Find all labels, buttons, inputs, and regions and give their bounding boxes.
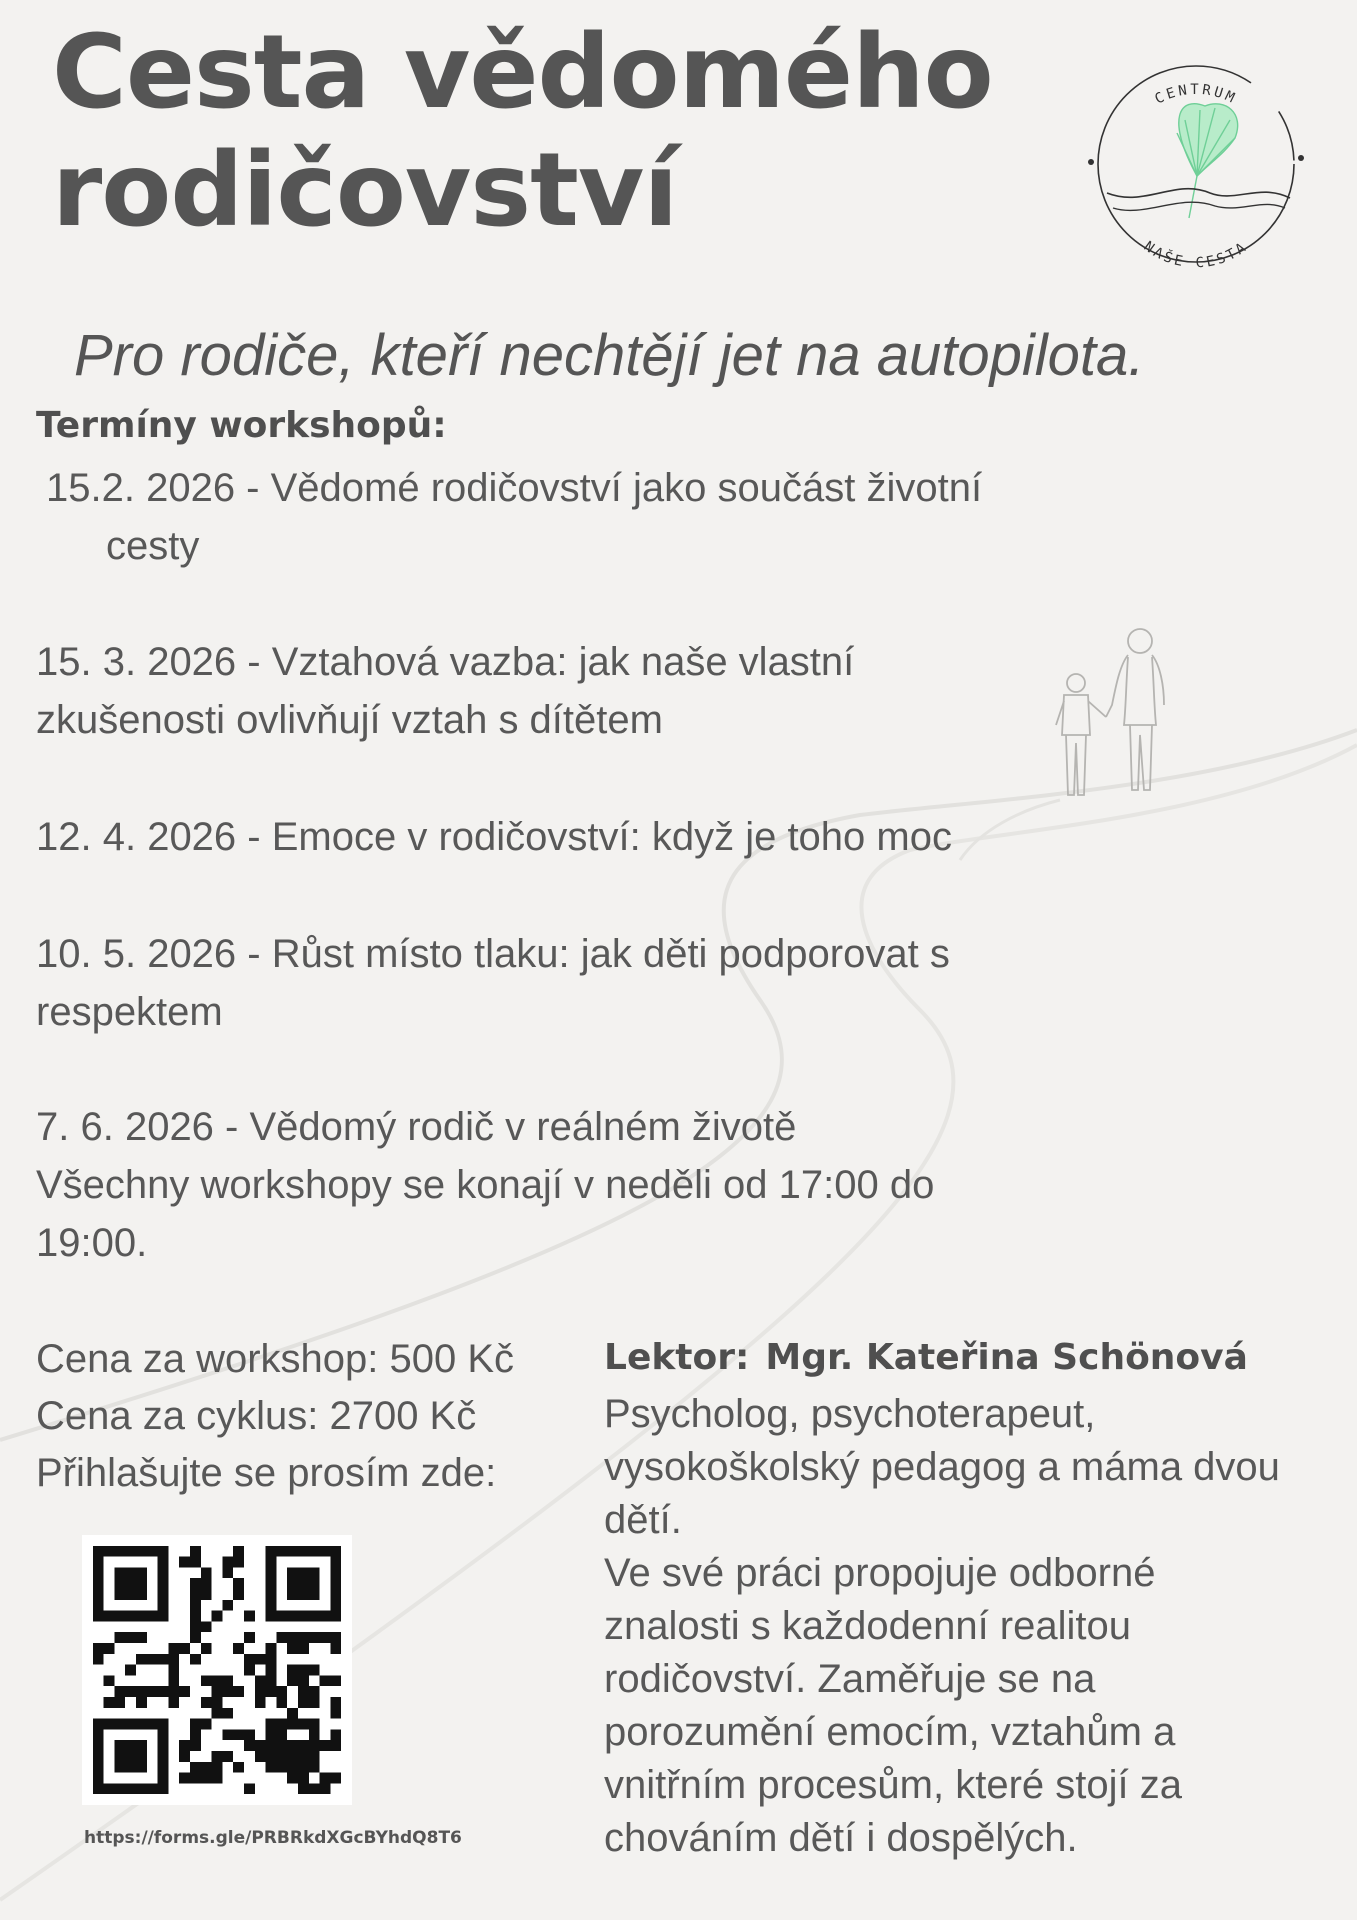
workshop-1-line-1: 15.2. 2026 - Vědomé rodičovství jako součást životní bbox=[46, 466, 983, 510]
logo-bottom-text: NAŠE CESTA bbox=[1140, 238, 1252, 270]
signup-qr-code[interactable] bbox=[82, 1535, 352, 1805]
page-title bbox=[52, 14, 1052, 250]
lecturer-label: Lektor: bbox=[604, 1337, 750, 1378]
page-title-line-2: rodičovství bbox=[52, 131, 678, 250]
logo-top-text: CENTRUM bbox=[1152, 81, 1240, 108]
lecturer-bio-line: rodičovství. Zaměřuje se na bbox=[604, 1657, 1096, 1701]
workshop-1-line-2: cesty bbox=[106, 524, 200, 568]
workshop-2-line-2: zkušenosti ovlivňují vztah s dítětem bbox=[36, 698, 663, 742]
lecturer-heading bbox=[604, 1337, 1248, 1378]
signup-prompt: Přihlašujte se prosím zde: bbox=[36, 1451, 497, 1495]
workshop-5-line-1: 7. 6. 2026 - Vědomý rodič v reálném životě bbox=[36, 1105, 797, 1149]
workshop-4-line-2: respektem bbox=[36, 990, 223, 1034]
lecturer-bio-line: porozumění emocím, vztahům a bbox=[604, 1710, 1176, 1754]
centrum-nase-cesta-logo bbox=[1085, 58, 1307, 270]
workshop-3-line-1: 12. 4. 2026 - Emoce v rodičovství: když je toho moc bbox=[36, 815, 952, 859]
subtitle: Pro rodiče, kteří nechtějí jet na autopilota. bbox=[74, 323, 1145, 388]
workshops-heading: Termíny workshopů: bbox=[36, 405, 447, 446]
price-per-cycle: Cena za cyklus: 2700 Kč bbox=[36, 1394, 477, 1438]
workshop-4-line-1: 10. 5. 2026 - Růst místo tlaku: jak děti podporovat s bbox=[36, 932, 950, 976]
lecturer-bio-line: znalosti s každodenní realitou bbox=[604, 1604, 1131, 1648]
lecturer-bio-line: chováním dětí i dospělých. bbox=[604, 1816, 1078, 1860]
svg-text:NAŠE CESTA bbox=[1141, 239, 1251, 270]
parent-child-walking-illustration bbox=[1040, 625, 1180, 805]
lecturer-bio-line: vysokoškolský pedagog a máma dvou bbox=[604, 1445, 1280, 1489]
lecturer-name: Mgr. Kateřina Schönová bbox=[765, 1337, 1248, 1378]
ginkgo-leaf-icon bbox=[1177, 104, 1238, 218]
lecturer-bio-line: Psycholog, psychoterapeut, bbox=[604, 1392, 1096, 1436]
page-title-line-1: Cesta vědomého bbox=[52, 13, 993, 132]
lecturer-bio-line: vnitřním procesům, které stojí za bbox=[604, 1763, 1182, 1807]
schedule-line-2: 19:00. bbox=[36, 1221, 148, 1265]
lecturer-bio-line: Ve své práci propojuje odborné bbox=[604, 1551, 1156, 1595]
schedule-line-1: Všechny workshopy se konají v neděli od 17:00 do bbox=[36, 1163, 935, 1207]
price-per-workshop: Cena za workshop: 500 Kč bbox=[36, 1337, 515, 1381]
signup-url[interactable]: https://forms.gle/PRBRkdXGcBYhdQ8T6 bbox=[84, 1828, 462, 1848]
workshop-2-line-1: 15. 3. 2026 - Vztahová vazba: jak naše vlastní bbox=[36, 640, 855, 684]
lecturer-bio-line: dětí. bbox=[604, 1498, 682, 1542]
